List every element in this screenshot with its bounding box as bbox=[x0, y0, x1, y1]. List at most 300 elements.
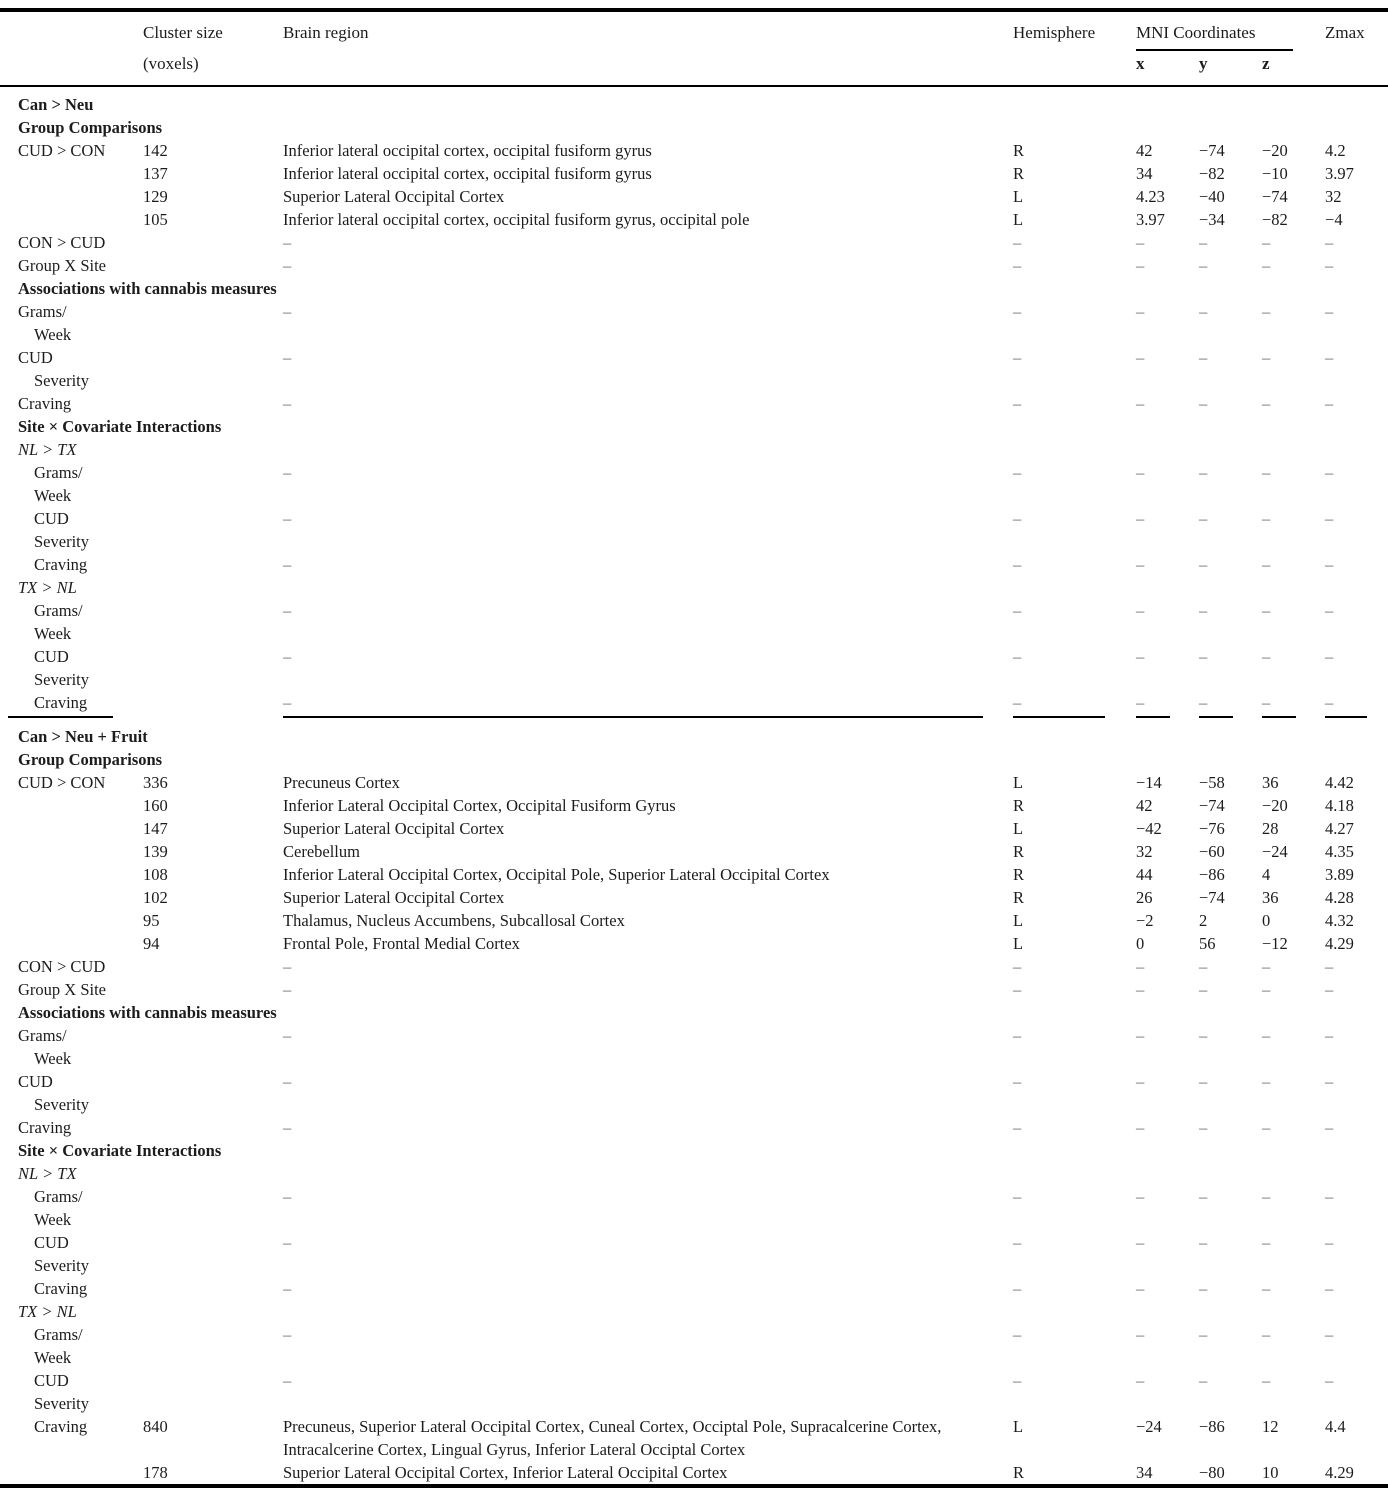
table-row bbox=[0, 254, 1388, 277]
cell-cluster bbox=[143, 725, 283, 748]
cell-region bbox=[283, 1139, 1013, 1162]
header-empty bbox=[1325, 51, 1388, 86]
cell-z: – bbox=[1262, 1233, 1271, 1252]
divider-rule bbox=[1325, 716, 1367, 718]
header-hemisphere: Hemisphere bbox=[1013, 23, 1096, 42]
cell-label bbox=[0, 162, 143, 185]
cell-z: – bbox=[1262, 1118, 1271, 1137]
cell-hemi bbox=[1013, 725, 1136, 748]
cell-zmax bbox=[1325, 725, 1388, 748]
cell-cluster: 137 bbox=[143, 164, 168, 183]
cell-region: – bbox=[283, 256, 292, 275]
cell-x: – bbox=[1136, 256, 1145, 275]
cell-label bbox=[0, 1461, 143, 1486]
divider-rule bbox=[8, 716, 113, 718]
cell-zmax: 4.27 bbox=[1325, 819, 1354, 838]
cell-y bbox=[1199, 86, 1262, 116]
cell-region bbox=[283, 116, 1013, 139]
cell-region: – bbox=[283, 1325, 292, 1344]
cell-y bbox=[1199, 1300, 1262, 1323]
cell-x: – bbox=[1136, 647, 1145, 666]
cell-z: – bbox=[1262, 555, 1271, 574]
table-row bbox=[0, 932, 1388, 955]
cell-y bbox=[1199, 622, 1262, 645]
table-row bbox=[0, 840, 1388, 863]
cell-zmax: – bbox=[1325, 647, 1334, 666]
cell-x bbox=[1136, 1392, 1199, 1415]
cell-hemi: – bbox=[1013, 233, 1022, 252]
table-row bbox=[0, 392, 1388, 415]
cell-region: Inferior Lateral Occipital Cortex, Occipital Fusiform Gyrus bbox=[283, 796, 676, 815]
cell-z: 10 bbox=[1262, 1463, 1279, 1482]
cell-zmax: 3.97 bbox=[1325, 164, 1354, 183]
cell-z: – bbox=[1262, 509, 1271, 528]
cell-label: Grams/ bbox=[34, 463, 83, 482]
table-row bbox=[0, 185, 1388, 208]
cell-label: CUD bbox=[18, 348, 53, 367]
cell-x bbox=[1136, 1346, 1199, 1369]
cell-region bbox=[283, 1162, 1013, 1185]
cell-y bbox=[1199, 1208, 1262, 1231]
table-row bbox=[0, 530, 1388, 553]
table-row bbox=[0, 1116, 1388, 1139]
cell-label: Severity bbox=[34, 670, 89, 689]
table-row bbox=[0, 1369, 1388, 1392]
cell-z bbox=[1262, 1047, 1325, 1070]
cell-z bbox=[1262, 1346, 1325, 1369]
cell-y: – bbox=[1199, 1371, 1208, 1390]
cell-hemi: L bbox=[1013, 1417, 1024, 1436]
cell-z: 12 bbox=[1262, 1417, 1279, 1436]
cell-z bbox=[1262, 748, 1325, 771]
cell-label bbox=[0, 909, 143, 932]
cell-region: Thalamus, Nucleus Accumbens, Subcallosal Cortex bbox=[283, 911, 625, 930]
cell-label: Severity bbox=[34, 371, 89, 390]
cell-cluster bbox=[143, 438, 283, 461]
cell-zmax: – bbox=[1325, 980, 1334, 999]
cell-hemi: L bbox=[1013, 934, 1024, 953]
cell-label: Craving bbox=[34, 555, 88, 574]
table-row bbox=[0, 1208, 1388, 1231]
cell-z: – bbox=[1262, 233, 1271, 252]
cell-x: 42 bbox=[1136, 796, 1153, 815]
cell-hemi bbox=[1013, 438, 1136, 461]
cell-cluster bbox=[143, 576, 283, 599]
cell-hemi bbox=[1013, 86, 1136, 116]
cell-hemi bbox=[1013, 1162, 1136, 1185]
cell-cluster bbox=[143, 978, 283, 1001]
cell-zmax bbox=[1325, 668, 1388, 691]
cell-zmax: – bbox=[1325, 1187, 1334, 1206]
divider-cell bbox=[283, 714, 1013, 725]
header-x: x bbox=[1136, 51, 1199, 86]
cell-hemi: – bbox=[1013, 1371, 1022, 1390]
table-row bbox=[0, 346, 1388, 369]
cell-y: −86 bbox=[1199, 1417, 1225, 1436]
cell-zmax bbox=[1325, 415, 1388, 438]
cell-y: – bbox=[1199, 1072, 1208, 1091]
cell-hemi: – bbox=[1013, 1187, 1022, 1206]
cell-region: Inferior lateral occipital cortex, occipital fusiform gyrus bbox=[283, 141, 652, 160]
cell-y: −74 bbox=[1199, 796, 1225, 815]
cell-hemi: – bbox=[1013, 957, 1022, 976]
cell-y: −76 bbox=[1199, 819, 1225, 838]
cell-x: 26 bbox=[1136, 888, 1153, 907]
cell-hemi: R bbox=[1013, 796, 1025, 815]
cell-cluster bbox=[143, 1162, 283, 1185]
cell-y: −86 bbox=[1199, 865, 1225, 884]
table-row bbox=[0, 116, 1388, 139]
divider-rule bbox=[1013, 716, 1105, 718]
cell-hemi: – bbox=[1013, 1233, 1022, 1252]
cell-z bbox=[1262, 622, 1325, 645]
cell-y: – bbox=[1199, 555, 1208, 574]
cell-x: – bbox=[1136, 1371, 1145, 1390]
cell-y bbox=[1199, 1001, 1262, 1024]
table-row bbox=[0, 771, 1388, 794]
cell-x bbox=[1136, 1208, 1199, 1231]
cell-label: Week bbox=[34, 325, 72, 344]
cell-hemi: R bbox=[1013, 842, 1025, 861]
cell-x bbox=[1136, 1001, 1199, 1024]
table-row bbox=[0, 668, 1388, 691]
cell-region: – bbox=[283, 1118, 292, 1137]
cell-label: Can > Neu bbox=[18, 95, 94, 114]
header-zmax: Zmax bbox=[1325, 23, 1365, 42]
cell-zmax: – bbox=[1325, 1026, 1334, 1045]
cell-x bbox=[1136, 323, 1199, 346]
cell-zmax: – bbox=[1325, 233, 1334, 252]
cell-hemi bbox=[1013, 1392, 1136, 1415]
cell-hemi: – bbox=[1013, 1118, 1022, 1137]
cell-x bbox=[1136, 116, 1199, 139]
cell-y: – bbox=[1199, 509, 1208, 528]
cell-zmax: 4.18 bbox=[1325, 796, 1354, 815]
cell-y bbox=[1199, 438, 1262, 461]
table-row bbox=[0, 1024, 1388, 1047]
cell-label: Grams/ bbox=[18, 1026, 67, 1045]
cell-cluster bbox=[143, 1093, 283, 1116]
cell-x: 3.97 bbox=[1136, 210, 1165, 229]
cell-zmax: 4.35 bbox=[1325, 842, 1354, 861]
cell-region: – bbox=[283, 233, 292, 252]
cell-zmax bbox=[1325, 1139, 1388, 1162]
cell-x: −14 bbox=[1136, 773, 1162, 792]
cell-label: TX > NL bbox=[18, 1302, 77, 1321]
cell-zmax bbox=[1325, 622, 1388, 645]
cell-x: 32 bbox=[1136, 842, 1153, 861]
cell-z: 36 bbox=[1262, 888, 1279, 907]
cell-region bbox=[283, 530, 1013, 553]
cell-label: Week bbox=[34, 486, 72, 505]
header-empty bbox=[1013, 51, 1136, 86]
cell-region bbox=[283, 668, 1013, 691]
cell-region bbox=[283, 1001, 1013, 1024]
cell-cluster: 94 bbox=[143, 934, 160, 953]
cell-z: −74 bbox=[1262, 187, 1288, 206]
cell-y: −34 bbox=[1199, 210, 1225, 229]
cell-label: Severity bbox=[34, 1256, 89, 1275]
cell-x: – bbox=[1136, 980, 1145, 999]
cell-cluster bbox=[143, 86, 283, 116]
cell-region bbox=[283, 1300, 1013, 1323]
cell-y: – bbox=[1199, 1026, 1208, 1045]
cell-label bbox=[0, 886, 143, 909]
cell-y bbox=[1199, 277, 1262, 300]
cell-x bbox=[1136, 1093, 1199, 1116]
table-row bbox=[0, 1415, 1388, 1461]
cell-zmax bbox=[1325, 1162, 1388, 1185]
cell-hemi: R bbox=[1013, 1463, 1025, 1482]
cell-y: – bbox=[1199, 463, 1208, 482]
cell-cluster bbox=[143, 530, 283, 553]
cell-hemi bbox=[1013, 748, 1136, 771]
cell-y bbox=[1199, 1139, 1262, 1162]
cell-z bbox=[1262, 1093, 1325, 1116]
cell-x: – bbox=[1136, 302, 1145, 321]
divider-rule bbox=[1136, 716, 1170, 718]
table-row bbox=[0, 1070, 1388, 1093]
cell-label bbox=[0, 794, 143, 817]
table-row bbox=[0, 231, 1388, 254]
cell-region: Inferior lateral occipital cortex, occipital fusiform gyrus, occipital pole bbox=[283, 210, 750, 229]
cell-label: Grams/ bbox=[34, 1325, 83, 1344]
cell-x bbox=[1136, 1047, 1199, 1070]
cell-cluster bbox=[143, 748, 283, 771]
cell-y: – bbox=[1199, 693, 1208, 712]
cell-hemi bbox=[1013, 576, 1136, 599]
cell-cluster bbox=[143, 1392, 283, 1415]
cell-region: – bbox=[283, 302, 292, 321]
cell-x: – bbox=[1136, 509, 1145, 528]
cell-label: CUD bbox=[34, 1371, 69, 1390]
cell-z: −20 bbox=[1262, 141, 1288, 160]
cell-label: Craving bbox=[34, 1417, 88, 1436]
cell-z bbox=[1262, 1208, 1325, 1231]
cell-hemi: L bbox=[1013, 911, 1024, 930]
cell-z bbox=[1262, 668, 1325, 691]
table-row bbox=[0, 369, 1388, 392]
table-row bbox=[0, 909, 1388, 932]
cell-hemi: – bbox=[1013, 1325, 1022, 1344]
header-voxels: (voxels) bbox=[143, 51, 283, 86]
cell-region bbox=[283, 86, 1013, 116]
divider-rule bbox=[1199, 716, 1233, 718]
cell-region: – bbox=[283, 348, 292, 367]
divider-rule bbox=[1262, 716, 1296, 718]
cell-region bbox=[283, 622, 1013, 645]
cell-label: Associations with cannabis measures bbox=[18, 279, 277, 298]
cell-cluster bbox=[143, 553, 283, 576]
table-row bbox=[0, 1001, 1388, 1024]
cell-label: Site × Covariate Interactions bbox=[18, 1141, 222, 1160]
cell-zmax: – bbox=[1325, 1233, 1334, 1252]
cell-z: −24 bbox=[1262, 842, 1288, 861]
cell-hemi: – bbox=[1013, 555, 1022, 574]
cell-z bbox=[1262, 1392, 1325, 1415]
cell-zmax: 4.4 bbox=[1325, 1417, 1346, 1436]
cell-region: – bbox=[283, 601, 292, 620]
table-row bbox=[0, 691, 1388, 714]
table-body bbox=[0, 86, 1388, 1486]
cell-y: −74 bbox=[1199, 141, 1225, 160]
cell-cluster: 160 bbox=[143, 796, 168, 815]
cell-cluster bbox=[143, 1369, 283, 1392]
cell-y bbox=[1199, 1093, 1262, 1116]
cell-x bbox=[1136, 415, 1199, 438]
cell-x: – bbox=[1136, 601, 1145, 620]
table-row bbox=[0, 438, 1388, 461]
cell-y: – bbox=[1199, 1187, 1208, 1206]
cell-z: −82 bbox=[1262, 210, 1288, 229]
cell-region bbox=[283, 1208, 1013, 1231]
cell-hemi bbox=[1013, 277, 1136, 300]
cell-z bbox=[1262, 116, 1325, 139]
table-row bbox=[0, 1162, 1388, 1185]
cell-hemi: L bbox=[1013, 819, 1024, 838]
cell-x bbox=[1136, 484, 1199, 507]
cell-cluster bbox=[143, 645, 283, 668]
table-row bbox=[0, 599, 1388, 622]
cell-zmax: 4.28 bbox=[1325, 888, 1354, 907]
cell-cluster: 178 bbox=[143, 1463, 168, 1482]
cell-z: – bbox=[1262, 463, 1271, 482]
cell-region: Superior Lateral Occipital Cortex bbox=[283, 187, 505, 206]
cell-z: – bbox=[1262, 256, 1271, 275]
cell-hemi: – bbox=[1013, 601, 1022, 620]
cell-y: – bbox=[1199, 1118, 1208, 1137]
table-row bbox=[0, 978, 1388, 1001]
cell-region: – bbox=[283, 1026, 292, 1045]
table-row bbox=[0, 553, 1388, 576]
cell-zmax: – bbox=[1325, 1279, 1334, 1298]
cell-y: – bbox=[1199, 980, 1208, 999]
divider-cell bbox=[1325, 714, 1388, 725]
table-row bbox=[0, 886, 1388, 909]
cell-zmax: – bbox=[1325, 555, 1334, 574]
cell-zmax bbox=[1325, 576, 1388, 599]
cell-label: Week bbox=[34, 624, 72, 643]
cell-cluster: 147 bbox=[143, 819, 168, 838]
cell-label: CUD bbox=[34, 1233, 69, 1252]
cell-x bbox=[1136, 277, 1199, 300]
cell-region: Superior Lateral Occipital Cortex, Inferior Lateral Occipital Cortex bbox=[283, 1463, 728, 1482]
cell-region: – bbox=[283, 394, 292, 413]
table-row bbox=[0, 645, 1388, 668]
cell-cluster bbox=[143, 668, 283, 691]
cell-label: CUD bbox=[18, 1072, 53, 1091]
table-row bbox=[0, 863, 1388, 886]
cell-cluster: 105 bbox=[143, 210, 168, 229]
cell-hemi bbox=[1013, 1093, 1136, 1116]
cell-z bbox=[1262, 1162, 1325, 1185]
cell-hemi bbox=[1013, 1208, 1136, 1231]
cell-cluster bbox=[143, 300, 283, 323]
cell-zmax bbox=[1325, 323, 1388, 346]
cell-x: – bbox=[1136, 1325, 1145, 1344]
cell-region bbox=[283, 438, 1013, 461]
cell-hemi: – bbox=[1013, 1072, 1022, 1091]
cell-hemi: – bbox=[1013, 647, 1022, 666]
cell-cluster: 108 bbox=[143, 865, 168, 884]
cell-zmax: – bbox=[1325, 1325, 1334, 1344]
table-row bbox=[0, 955, 1388, 978]
cell-x: – bbox=[1136, 463, 1145, 482]
cell-region bbox=[283, 1093, 1013, 1116]
cell-region bbox=[283, 576, 1013, 599]
table-row bbox=[0, 507, 1388, 530]
cell-y: – bbox=[1199, 601, 1208, 620]
cell-zmax bbox=[1325, 1208, 1388, 1231]
cell-region: Frontal Pole, Frontal Medial Cortex bbox=[283, 934, 520, 953]
cell-z: −10 bbox=[1262, 164, 1288, 183]
section-divider bbox=[0, 714, 1388, 725]
results-table bbox=[0, 8, 1388, 1488]
cell-z: 36 bbox=[1262, 773, 1279, 792]
cell-hemi: L bbox=[1013, 773, 1024, 792]
cell-y: 2 bbox=[1199, 911, 1208, 930]
cell-cluster: 102 bbox=[143, 888, 168, 907]
cell-hemi bbox=[1013, 1300, 1136, 1323]
cell-y bbox=[1199, 116, 1262, 139]
header-empty bbox=[0, 10, 143, 51]
cell-label: Grams/ bbox=[34, 601, 83, 620]
cell-cluster bbox=[143, 346, 283, 369]
header-empty bbox=[0, 51, 143, 86]
cell-x: – bbox=[1136, 348, 1145, 367]
cell-region bbox=[283, 1346, 1013, 1369]
mni-coordinates-label: MNI Coordinates bbox=[1136, 20, 1293, 51]
cell-zmax bbox=[1325, 277, 1388, 300]
cell-label bbox=[0, 863, 143, 886]
cell-zmax bbox=[1325, 1001, 1388, 1024]
cell-x bbox=[1136, 622, 1199, 645]
cell-hemi bbox=[1013, 415, 1136, 438]
cell-cluster: 95 bbox=[143, 911, 160, 930]
cell-region: Precuneus, Superior Lateral Occipital Cortex, Cuneal Cortex, Occiptal Pole, Supracalcerine Cortex, Intracalcerine Cortex, Lingual Gyrus, Inferior Lateral Occiptal Cortex bbox=[283, 1417, 942, 1459]
cell-label: Group X Site bbox=[18, 980, 106, 999]
cell-y: −74 bbox=[1199, 888, 1225, 907]
cell-z: – bbox=[1262, 693, 1271, 712]
cell-z: 0 bbox=[1262, 911, 1271, 930]
cell-x: – bbox=[1136, 693, 1145, 712]
cell-y bbox=[1199, 725, 1262, 748]
cell-cluster bbox=[143, 1323, 283, 1346]
cell-cluster bbox=[143, 116, 283, 139]
cell-cluster bbox=[143, 1116, 283, 1139]
cell-zmax: 4.42 bbox=[1325, 773, 1354, 792]
cell-region bbox=[283, 323, 1013, 346]
cell-z: −12 bbox=[1262, 934, 1288, 953]
cell-label: CUD bbox=[34, 647, 69, 666]
cell-z: – bbox=[1262, 1026, 1271, 1045]
cell-label: CUD bbox=[34, 509, 69, 528]
table-row bbox=[0, 1254, 1388, 1277]
cell-cluster bbox=[143, 392, 283, 415]
cell-hemi: – bbox=[1013, 256, 1022, 275]
cell-label: Week bbox=[34, 1348, 72, 1367]
header-y: y bbox=[1199, 51, 1262, 86]
cell-zmax: 4.29 bbox=[1325, 934, 1354, 953]
cell-z: – bbox=[1262, 980, 1271, 999]
table-row bbox=[0, 1185, 1388, 1208]
cell-y: – bbox=[1199, 647, 1208, 666]
cell-x: – bbox=[1136, 1118, 1145, 1137]
cell-region: – bbox=[283, 555, 292, 574]
cell-zmax bbox=[1325, 1254, 1388, 1277]
cell-zmax bbox=[1325, 86, 1388, 116]
cell-x bbox=[1136, 1300, 1199, 1323]
